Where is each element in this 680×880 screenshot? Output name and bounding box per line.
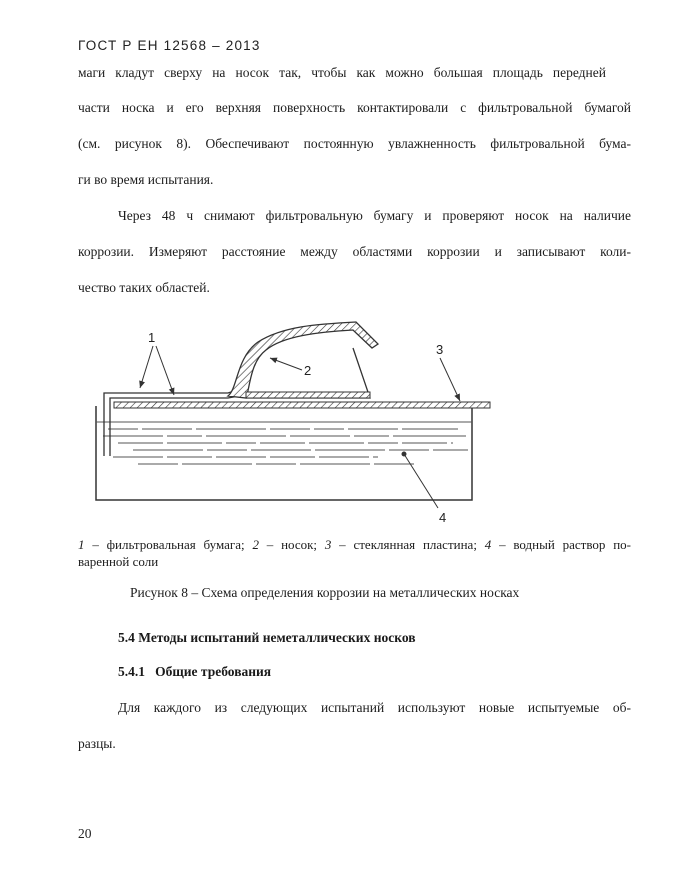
page-number: 20	[78, 826, 92, 841]
saline-solution	[96, 422, 472, 464]
glass-plate	[114, 402, 490, 408]
figure-label-3: 3	[436, 342, 444, 357]
paragraph-line: коррозии. Измеряют расстояние между областями коррозии и записывают коли-	[78, 244, 631, 259]
subsection-heading: 5.4.1 Общие требования	[118, 664, 272, 679]
leader-lines	[140, 346, 460, 508]
figure-label-4: 4	[439, 510, 447, 525]
toecap	[228, 322, 378, 398]
paragraph-line: ги во время испытания.	[78, 172, 214, 187]
paragraph-line: Через 48 ч снимают фильтровальную бумагу и проверяют носок на наличие	[118, 208, 631, 223]
legend-line: варенной соли	[78, 554, 159, 569]
figure-8-diagram	[78, 318, 498, 530]
figure-label-1: 1	[148, 330, 156, 345]
paragraph-line: разцы.	[78, 736, 116, 751]
legend-line: 1 – фильтровальная бумага; 2 – носок; 3 – стеклянная пластина; 4 – водный раствор по-	[78, 537, 631, 552]
figure-title: Рисунок 8 – Схема определения коррозии на металлических носках	[130, 585, 520, 600]
paragraph-line: чество таких областей.	[78, 280, 210, 295]
paragraph-line: части носка и его верхняя поверхность контактировали с фильтровальной бумагой	[78, 100, 631, 115]
paragraph-line: маги кладут сверху на носок так, чтобы как можно большая площадь передней	[78, 65, 606, 80]
document-header: ГОСТ Р ЕН 12568 – 2013	[78, 38, 261, 53]
paragraph-line: Для каждого из следующих испытаний используют новые испытуемые об-	[118, 700, 631, 715]
figure-label-2: 2	[304, 363, 312, 378]
figure-legend	[78, 536, 631, 570]
container-vessel	[96, 406, 472, 500]
paragraph-line: (см. рисунок 8). Обеспечивают постоянную увлажненность фильтровальной бума-	[78, 136, 631, 151]
section-heading: 5.4 Методы испытаний неметаллических носков	[118, 630, 416, 645]
